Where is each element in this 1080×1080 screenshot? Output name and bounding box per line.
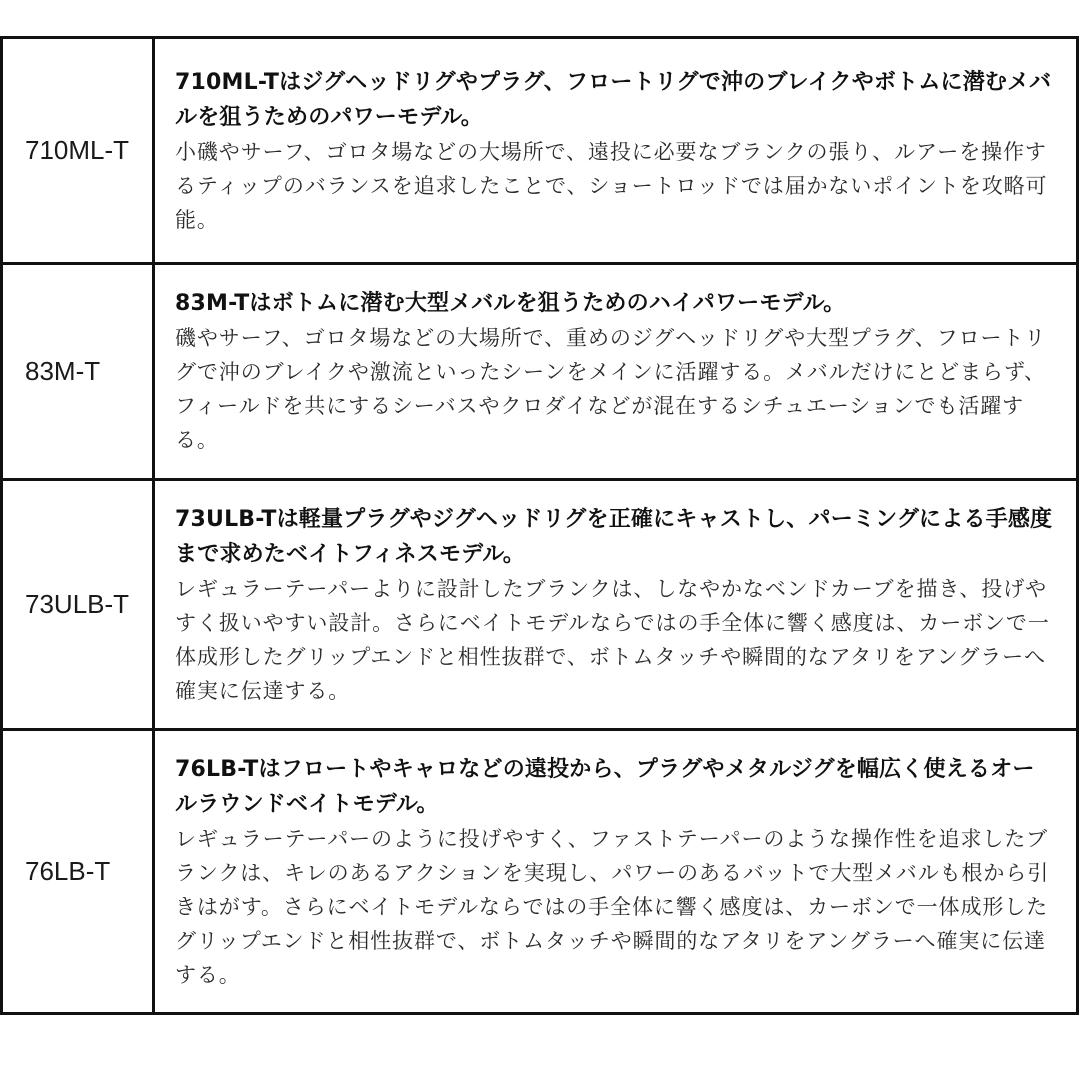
model-name-cell: [2, 480, 154, 730]
table-row: [2, 38, 1078, 264]
model-headline: 83M-Tはボトムに潜む大型メバルを狙うためのハイパワーモデル。: [175, 291, 846, 316]
description-cell: [154, 730, 1078, 1014]
model-headline: 73ULB-Tは軽量プラグやジグヘッドリグを正確にキャストし、パーミングによる手感度まで求めたベイトフィネスモデル。: [175, 506, 1053, 567]
table-row: [2, 480, 1078, 730]
table-row: [2, 730, 1078, 1014]
description-cell: [154, 480, 1078, 730]
model-spec-table: [0, 36, 1079, 1015]
model-name: 73ULB-T: [25, 589, 130, 619]
model-name-cell: [2, 38, 154, 264]
model-name: 83M-T: [25, 356, 101, 386]
model-headline: 76LB-Tはフロートやキャロなどの遠投から、プラグやメタルジグを幅広く使えるオールラウンドベイトモデル。: [175, 756, 1035, 817]
model-headline: 710ML-Tはジグヘッドリグやプラグ、フロートリグで沖のブレイクやボトムに潜むメバルを狙うためのパワーモデル。: [175, 69, 1052, 130]
model-description: 磯やサーフ、ゴロタ場などの大場所で、重めのジグヘッドリグや大型プラグ、フロートリグで沖のブレイクや激流といったシーンをメインに活躍する。メバルだけにとどまらず、フィールドを共にするシーバスやクロダイなどが混在するシチュエーションでも活躍する。: [175, 326, 1047, 452]
model-name-cell: [2, 264, 154, 480]
model-name-cell: [2, 730, 154, 1014]
description-cell: [154, 38, 1078, 264]
model-name: 76LB-T: [25, 856, 111, 886]
description-cell: [154, 264, 1078, 480]
model-name: 710ML-T: [25, 135, 130, 165]
table-row: [2, 264, 1078, 480]
model-description: レギュラーテーパーのように投げやすく、ファストテーパーのような操作性を追求したブランクは、キレのあるアクションを実現し、パワーのあるバットで大型メバルも根から引きはがす。さらにベイトモデルならではの手全体に響く感度は、カーボンで一体成形したグリップエンドと相性抜群で、ボトムタッチや瞬間的なアタリをアングラーへ確実に伝達する。: [175, 826, 1050, 987]
model-description: レギュラーテーパーよりに設計したブランクは、しなやかなベンドカーブを描き、投げやすく扱いやすい設計。さらにベイトモデルならではの手全体に響く感度は、カーボンで一体成形したグリップエンドと相性抜群で、ボトムタッチや瞬間的なアタリをアングラーへ確実に伝達する。: [175, 576, 1050, 703]
model-description: 小磯やサーフ、ゴロタ場などの大場所で、遠投に必要なブランクの張り、ルアーを操作するティップのバランスを追求したことで、ショートロッドでは届かないポイントを攻略可能。: [175, 139, 1048, 232]
